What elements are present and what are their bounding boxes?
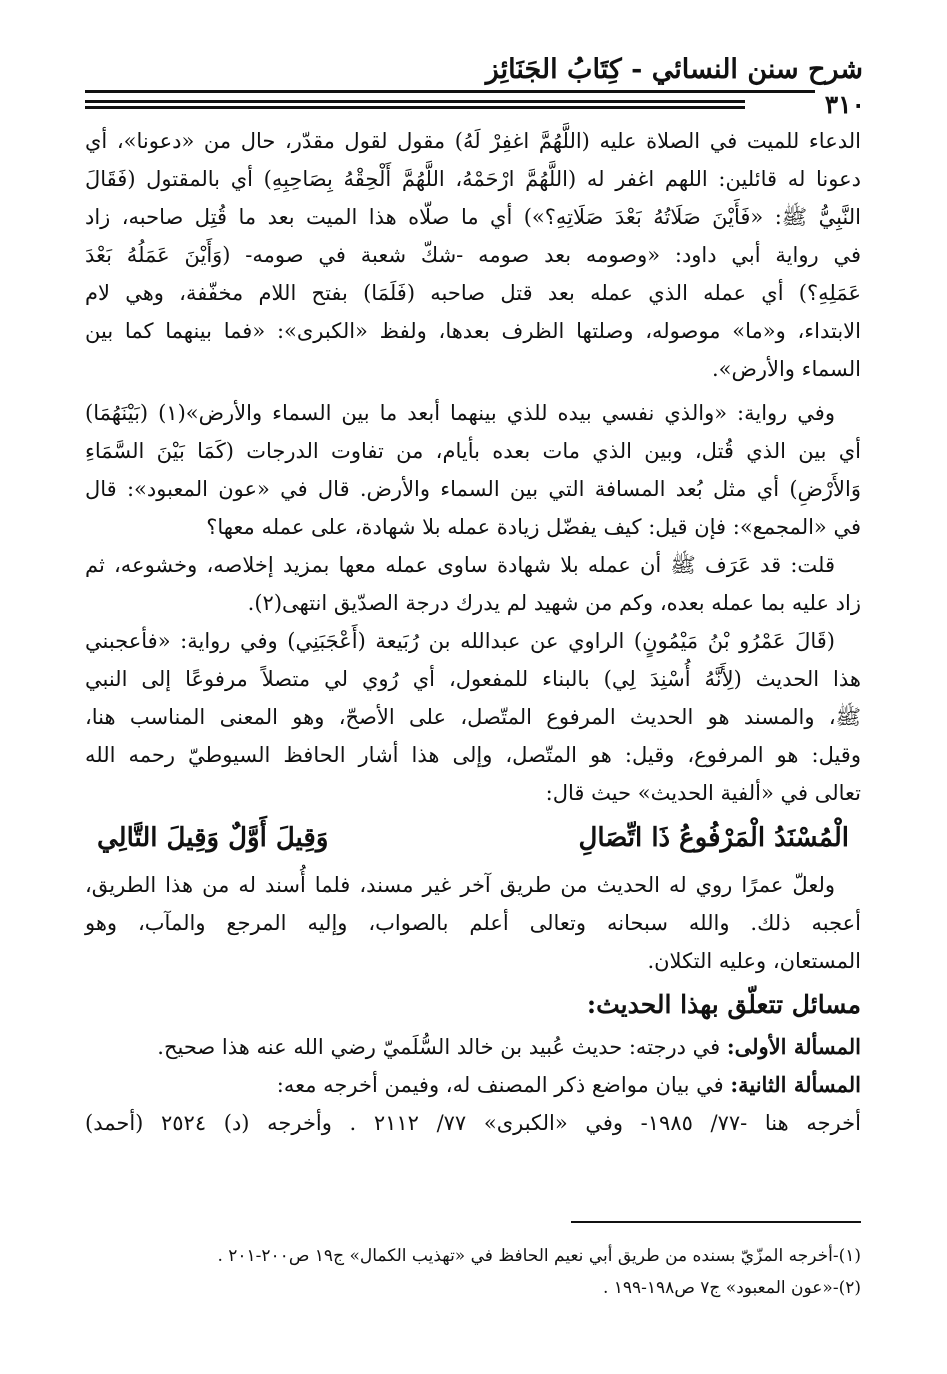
footnote: (١)-أخرجه المزّيّ بسنده من طريق أبي نعيم الحافظ في «تهذيب الكمال» ج١٩ ص٢٠٠-٢٠١ . xyxy=(217,1246,861,1266)
running-header xyxy=(85,52,865,92)
footnote: (٢)-«عون المعبود» ج٧ ص١٩٨-١٩٩ . xyxy=(602,1278,861,1298)
text-line: وفي رواية: «والذي نفسي بيده للذي بينهما أبعد ما بين السماء والأرض»(١) (بَيْنَهُمَا) xyxy=(85,401,835,425)
issue-text: في درجته: حديث عُبيد بن خالد السُّلَميّ رضي الله عنه هذا صحيح. xyxy=(157,1035,727,1059)
text-line: الابتداء، و«ما» موصوله، وصلتها الظرف بعدها، ولفظ «الكبرى»: «فما بينهما كما بين xyxy=(85,319,861,343)
issue-line xyxy=(85,1066,861,1104)
text-line: الدعاء للميت في الصلاة عليه (اللَّهُمَّ اغفِرْ لَهُ) مقول لقول مقدّر، حال من «دعونا»، أي xyxy=(85,129,861,153)
text-line: المستعان، وعليه التكلان. xyxy=(647,949,861,973)
issue-text: في بيان مواضع ذكر المصنف له، وفيمن أخرجه معه: xyxy=(276,1073,731,1097)
poem-first-hemistich: الْمُسْنَدُ الْمَرْفُوعُ ذَا اتِّصَالِ xyxy=(578,823,849,853)
text-line: وقيل: هو المرفوع، وقيل: هو المتّصل، وإلى هذا أشار الحافظ السيوطيّ رحمه الله xyxy=(85,743,861,767)
poem-second-hemistich: وَقِيلَ أَوَّلٌ وَقِيلَ التَّالِي xyxy=(97,823,329,853)
page-number-row xyxy=(85,92,865,122)
text-line: قلت: قد عَرَف ﷺ أن عمله بلا شهادة ساوى عمله معها بمزيد إخلاصه، وخشوعه، ثم xyxy=(85,553,835,577)
issue-label: المسألة الأولى: xyxy=(726,1034,861,1059)
text-line: هذا الحديث (لِأَنَّهُ أُسْنِدَ لِي) بالبناء للمفعول، أي رُوي لي متصلاً مرفوعًا إلى النبي xyxy=(85,667,861,691)
text-line: وَالأَرْضِ) أي مثل بُعد المسافة التي بين السماء والأرض. قال في «عون المعبود»: قال xyxy=(85,477,861,501)
section-heading: مسائل تتعلّق بهذا الحديث: xyxy=(586,990,861,1019)
text-line: ﷺ، والمسند هو الحديث المرفوع المتّصل، على الأصحّ، وهو المعنى المناسب هنا، xyxy=(85,705,861,729)
text-line: دعونا له قائلين: اللهم اغفر له (اللَّهُمَّ ارْحَمْهُ، اللَّهُمَّ أَلْحِقْهُ بِصَاحِبِهِ) أي بالمقتول (فَقَالَ xyxy=(85,167,861,191)
text-line: السماء والأرض». xyxy=(711,357,861,381)
main-text xyxy=(85,122,861,1142)
text-line: في «المجمع»: فإن قيل: كيف يفضّل زيادة عمله بلا شهادة، على عمله معها؟ xyxy=(206,515,861,539)
text-line: أعجبه ذلك. والله سبحانه وتعالى أعلم بالصواب، وإليه المرجع والمآب، وهو xyxy=(85,911,861,935)
footnote-separator xyxy=(571,1221,861,1223)
page-number: ٣١٠ xyxy=(815,90,865,119)
text-line: في رواية أبي داود: «وصومه بعد صومه -شكّ شعبة في صومه- (وَأَيْنَ عَمَلُهُ بَعْدَ xyxy=(85,243,861,267)
text-line: عَمَلِهِ؟) أي عمله الذي عمله بعد قتل صاحبه (فَلَمَا) بفتح اللام مخفّفة، وهي لام xyxy=(85,281,861,305)
text-line: النَّبِيُّ ﷺ: «فَأَيْنَ صَلَاتُهُ بَعْدَ صَلَاتِهِ؟») أي ما صلّاه هذا الميت بعد ما قُتِل صاحبه، زاد xyxy=(85,205,861,229)
text-line: أي بين الذي قُتل، وبين الذي مات بعده بأيام، من تفاوت الدرجات (كَمَا بَيْنَ السَّمَاءِ xyxy=(85,439,861,463)
issue-label: المسألة الثانية: xyxy=(730,1072,861,1097)
text-line: (قَالَ عَمْرُو بْنُ مَيْمُونٍ) الراوي عن عبدالله بن رُبَيعة (أَعْجَبَنِي) وفي رواية: «فأعجبني xyxy=(85,629,835,653)
running-title: شرح سنن النسائي - كِتَابُ الجَنَائِز xyxy=(485,54,863,85)
text-line: ولعلّ عمرًا روي له الحديث من طريق آخر غير مسند، فلما أُسند له من هذا الطريق، xyxy=(85,873,835,897)
text-line: تعالى في «ألفية الحديث» حيث قال: xyxy=(545,781,861,805)
text-line: أخرجه هنا -٧٧/ ١٩٨٥- وفي «الكبرى» ٧٧/ ٢١١٢ . وأخرجه (د) ٢٥٢٤ (أحمد) xyxy=(85,1111,861,1135)
footnotes xyxy=(85,1240,861,1304)
page-number-double-rule xyxy=(85,100,745,109)
issue-line xyxy=(85,1028,861,1066)
text-line: زاد عليه بما عمله بعده، وكم من شهيد لم يدرك درجة الصدّيق انتهى(٢). xyxy=(247,591,861,615)
poem-verse xyxy=(85,816,861,860)
